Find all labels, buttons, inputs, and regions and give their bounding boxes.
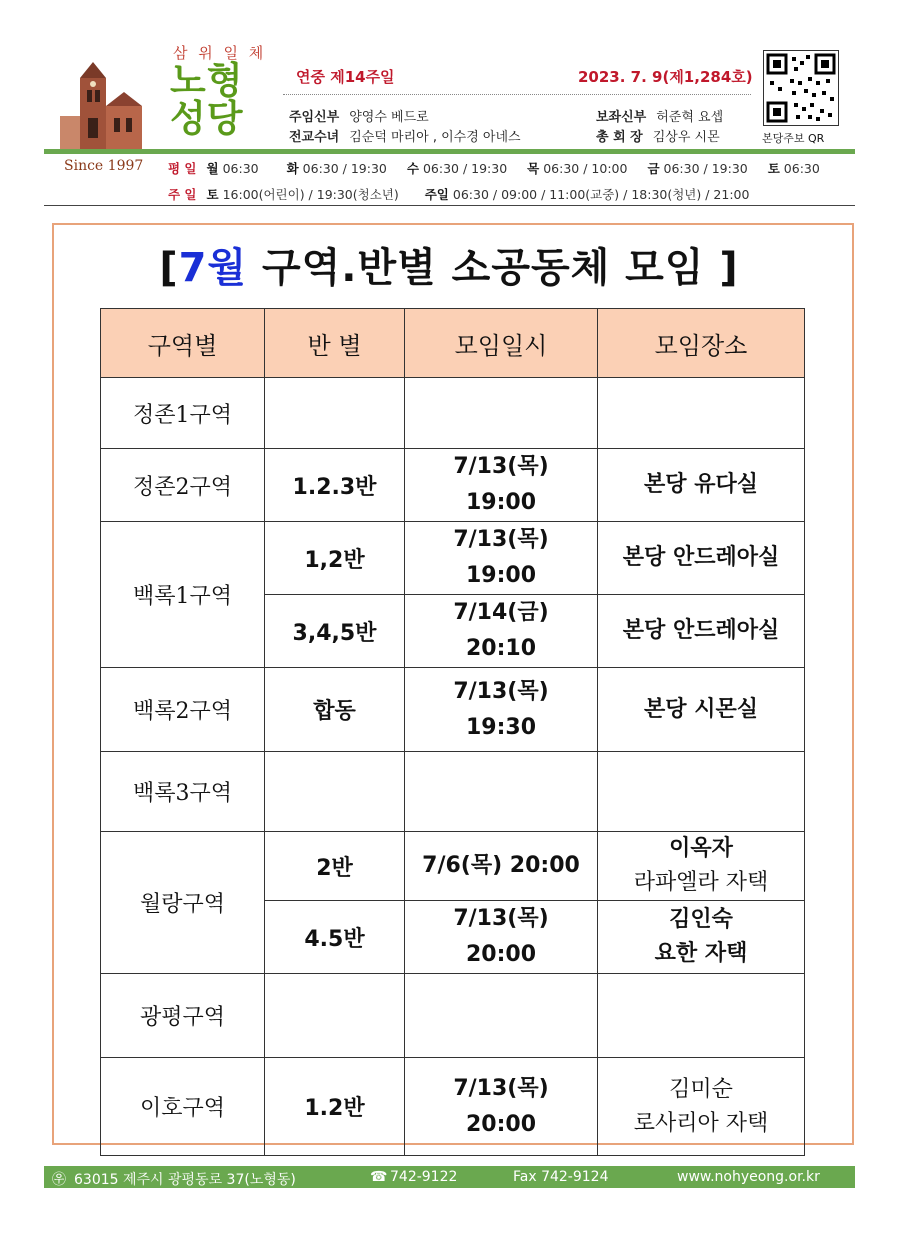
parish-logo-text (170, 59, 244, 140)
sunday-day: 주일 (424, 187, 449, 202)
sunday-label: 주 일 (168, 187, 197, 202)
logo-top: 노형 (170, 59, 244, 102)
schedule-mon: 월 06:30 (206, 161, 259, 176)
nun-line (289, 126, 521, 145)
nun-label: 전교수녀 (289, 130, 340, 145)
table-row (101, 1058, 805, 1156)
trinity-label: 삼 위 일 체 (173, 44, 267, 62)
ban-cell: 3,4,5반 (265, 595, 405, 668)
title-month: 7월 (178, 245, 248, 291)
header-zone: 구역별 (101, 309, 265, 378)
nun-names: 김순덕 마리아 , 이수경 아네스 (349, 130, 521, 145)
saturday-vigil-times: 16:00(어린이) / 19:30(청소년) (222, 187, 399, 202)
sunday-schedule (168, 185, 749, 203)
logo-bottom: 성당 (170, 97, 244, 140)
assistant-name: 허준혁 요셉 (656, 110, 724, 125)
place-cell: 김미순 로사리아 자택 (598, 1058, 805, 1156)
datetime-cell: 7/14(금) 20:10 (405, 595, 598, 668)
weekday-label: 평 일 (168, 161, 197, 176)
zone-cell: 정존1구역 (101, 378, 265, 449)
place-cell: 김인숙 요한 자택 (598, 901, 805, 974)
header-datetime: 모임일시 (405, 309, 598, 378)
sunday-times: 06:30 / 09:00 / 11:00(교중) / 18:30(청년) / 21:00 (452, 187, 750, 202)
place-cell: 이옥자 라파엘라 자택 (598, 832, 805, 901)
ban-cell (265, 752, 405, 832)
place-cell (598, 378, 805, 449)
datetime-cell (405, 378, 598, 449)
zone-cell: 광평구역 (101, 974, 265, 1058)
place-cell: 본당 안드레아실 (598, 595, 805, 668)
ban-cell: 합동 (265, 668, 405, 752)
pastor-line (289, 106, 429, 125)
president-line (596, 126, 720, 145)
place-cell: 본당 안드레아실 (598, 522, 805, 595)
schedule-sat: 토 06:30 (767, 161, 820, 176)
datetime-cell: 7/13(목) 20:00 (405, 1058, 598, 1156)
ban-cell: 1,2반 (265, 522, 405, 595)
issue-date: 2023. 7. 9(제1,284호) (578, 68, 753, 86)
postal-mark-icon: ㉾ (52, 1172, 66, 1188)
table-row (101, 974, 805, 1058)
weekday-schedule (168, 159, 820, 177)
zone-cell: 백록3구역 (101, 752, 265, 832)
assistant-line (596, 106, 723, 125)
assistant-label: 보좌신부 (596, 110, 647, 125)
schedule-thu: 목 06:30 / 10:00 (527, 161, 628, 176)
table-row (101, 668, 805, 752)
president-name: 김상우 시몬 (652, 130, 720, 145)
zone-cell: 이호구역 (101, 1058, 265, 1156)
schedule-tue: 화 06:30 / 19:30 (286, 161, 387, 176)
header-green-bar (44, 149, 855, 154)
table-row (101, 752, 805, 832)
liturgical-week: 연중 제14주일 (296, 68, 395, 86)
header-ban: 반 별 (265, 309, 405, 378)
datetime-cell (405, 752, 598, 832)
president-label: 총 회 장 (596, 130, 643, 145)
website-link[interactable]: www.nohyeong.or.kr (677, 1169, 820, 1185)
ban-cell (265, 378, 405, 449)
footer-phone: 742-9122 (390, 1169, 458, 1185)
church-building-image (50, 58, 150, 158)
qr-caption: 본당주보 QR (762, 132, 825, 145)
table-row (101, 832, 805, 901)
place-cell: 본당 시몬실 (598, 668, 805, 752)
footer-fax: Fax 742-9124 (513, 1169, 609, 1185)
place-cell (598, 752, 805, 832)
datetime-cell: 7/13(목) 20:00 (405, 901, 598, 974)
datetime-cell: 7/13(목) 19:30 (405, 668, 598, 752)
ban-cell: 4.5반 (265, 901, 405, 974)
datetime-cell: 7/13(목) 19:00 (405, 449, 598, 522)
ban-cell: 1.2반 (265, 1058, 405, 1156)
header-place: 모임장소 (598, 309, 805, 378)
qr-code-icon[interactable] (763, 50, 839, 126)
meeting-table (100, 308, 805, 1156)
footer-bar (44, 1166, 855, 1188)
zone-cell: 백록1구역 (101, 522, 265, 668)
phone-icon: ☎ (370, 1169, 388, 1185)
header-divider (44, 205, 855, 206)
ban-cell: 1.2.3반 (265, 449, 405, 522)
place-cell (598, 974, 805, 1058)
datetime-cell (405, 974, 598, 1058)
schedule-fri: 금 06:30 / 19:30 (647, 161, 748, 176)
datetime-cell: 7/13(목) 19:00 (405, 522, 598, 595)
table-row (101, 449, 805, 522)
since-year: Since 1997 (64, 158, 144, 174)
ban-cell (265, 974, 405, 1058)
table-header-row (101, 309, 805, 378)
footer-address: 63015 제주시 광평동로 37(노형동) (74, 1172, 296, 1188)
pastor-name: 양영수 베드로 (349, 110, 429, 125)
table-row (101, 522, 805, 595)
zone-cell: 정존2구역 (101, 449, 265, 522)
place-cell: 본당 유다실 (598, 449, 805, 522)
dotted-divider (283, 94, 751, 95)
saturday-vigil-day: 토 (206, 187, 219, 202)
table-row (101, 378, 805, 449)
zone-cell: 백록2구역 (101, 668, 265, 752)
ban-cell: 2반 (265, 832, 405, 901)
datetime-cell: 7/6(목) 20:00 (405, 832, 598, 901)
pastor-label: 주임신부 (289, 110, 340, 125)
zone-cell: 월랑구역 (101, 832, 265, 974)
schedule-wed: 수 06:30 / 19:30 (406, 161, 508, 176)
page-title: [7월 구역.반별 소공동체 모임 ] (159, 245, 739, 291)
